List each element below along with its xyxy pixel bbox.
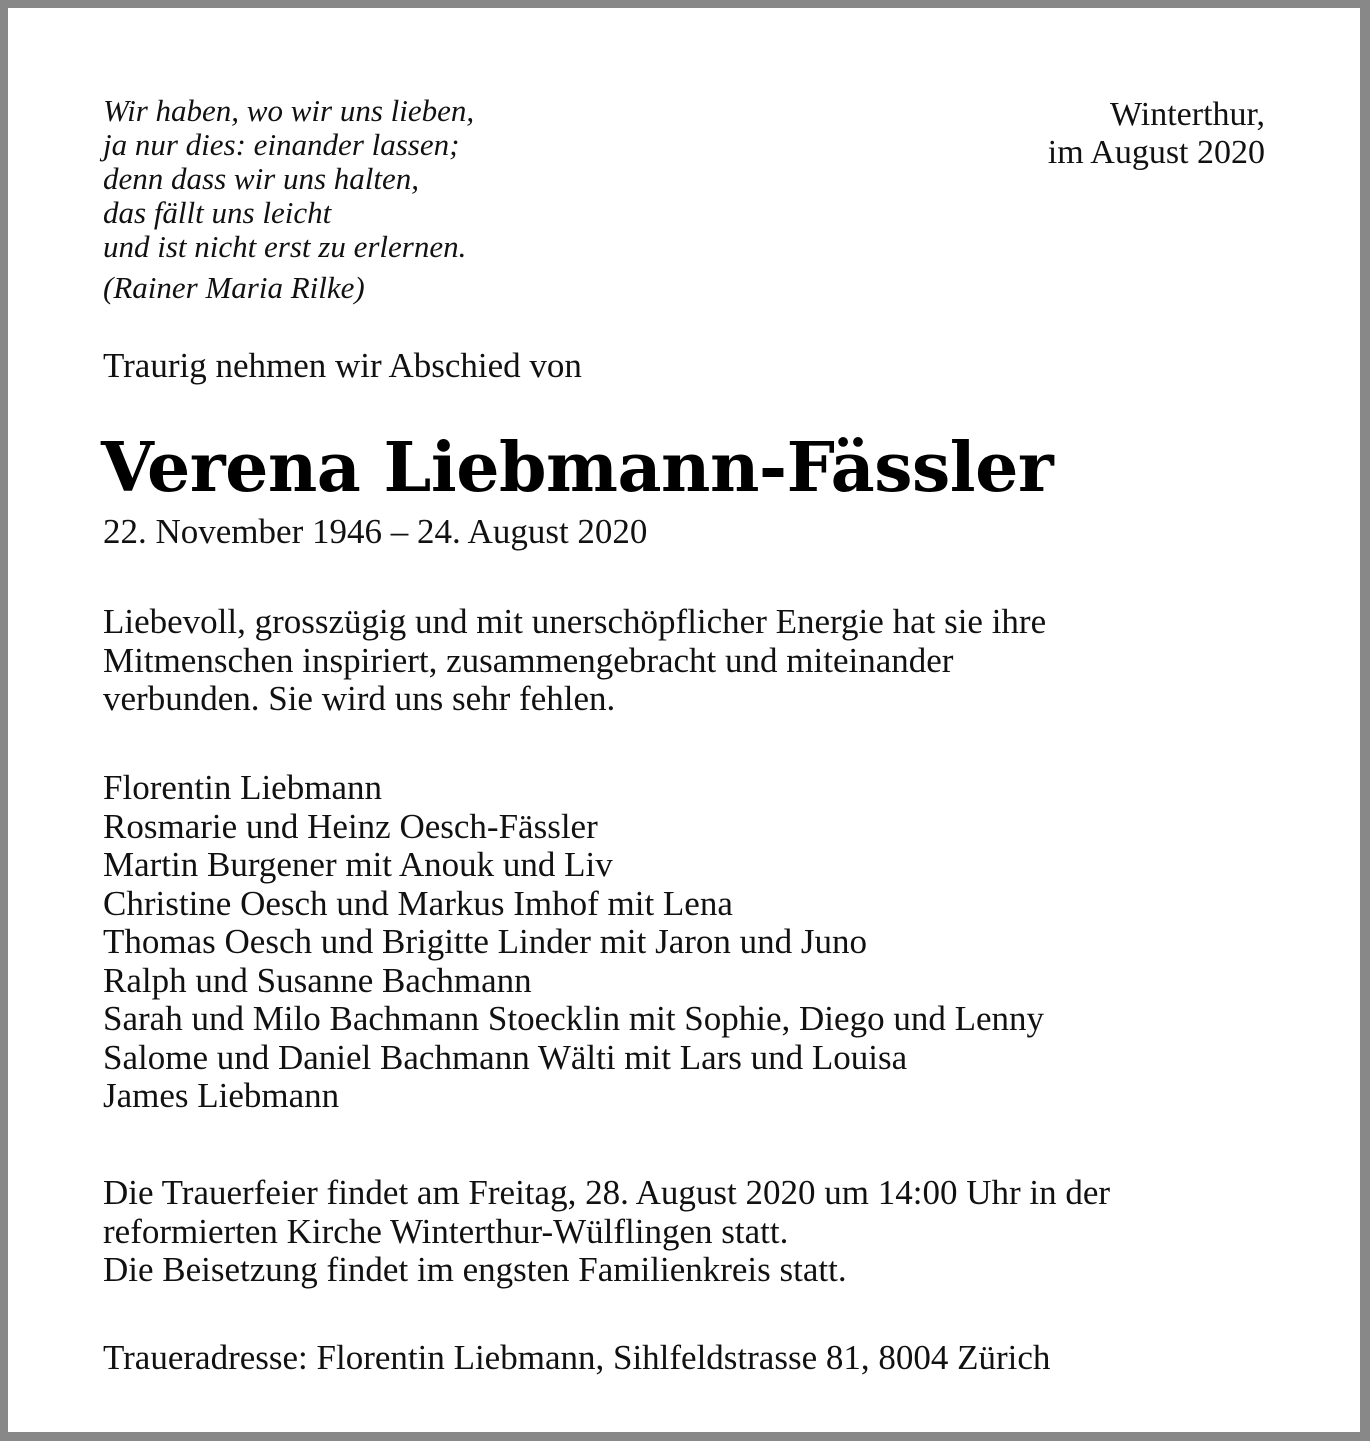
mourner-item: Florentin Liebmann [103, 768, 382, 807]
poem-quote [103, 94, 474, 305]
poem-line: das fällt uns leicht [103, 195, 332, 230]
poem-line: und ist nicht erst zu erlernen. [103, 229, 467, 264]
place: Winterthur, [1110, 96, 1265, 133]
mourner-item: James Liebmann [103, 1076, 340, 1115]
poem-line: denn dass wir uns halten, [103, 161, 420, 196]
date: im August 2020 [1047, 134, 1265, 171]
deceased-name: Verena Liebmann-Fässler [101, 428, 1054, 508]
mourner-item: Christine Oesch und Markus Imhof mit Lena [103, 883, 733, 923]
mourning-address: Traueradresse: Florentin Liebmann, Sihlfeldstrasse 81, 8004 Zürich [103, 1338, 1051, 1377]
mourner-item: Thomas Oesch und Brigitte Linder mit Jaron und Juno [103, 922, 868, 961]
intro-text: Traurig nehmen wir Abschied von [103, 346, 582, 385]
mourner-item: Martin Burgener mit Anouk und Liv [103, 845, 613, 884]
ceremony-info [103, 1174, 1110, 1290]
mourners-list [103, 769, 1044, 1116]
ceremony-line: reformierten Kirche Winterthur-Wülflingen statt. [103, 1211, 789, 1251]
poem-author: (Rainer Maria Rilke) [103, 270, 365, 305]
mourner-item: Ralph und Susanne Bachmann [103, 960, 532, 1000]
mourner-item: Salome und Daniel Bachmann Wälti mit Lars und Louisa [103, 1037, 908, 1077]
ceremony-line: Die Beisetzung findet im engsten Familienkreis statt. [103, 1250, 847, 1289]
place-date [1048, 96, 1265, 172]
tribute-line: Mitmenschen inspiriert, zusammengebracht und miteinander [103, 640, 954, 680]
tribute-line: verbunden. Sie wird uns sehr fehlen. [103, 679, 616, 718]
ceremony-line: Die Trauerfeier findet am Freitag, 28. August 2020 um 14:00 Uhr in der [103, 1173, 1111, 1212]
life-dates: 22. November 1946 – 24. August 2020 [103, 512, 648, 551]
tribute-paragraph [103, 603, 1046, 719]
tribute-line: Liebevoll, grosszügig und mit unerschöpflicher Energie hat sie ihre [103, 602, 1047, 641]
mourner-item: Sarah und Milo Bachmann Stoecklin mit Sophie, Diego und Lenny [103, 999, 1044, 1038]
poem-line: ja nur dies: einander lassen; [103, 127, 460, 162]
poem-line: Wir haben, wo wir uns lieben, [103, 93, 475, 128]
mourner-item: Rosmarie und Heinz Oesch-Fässler [103, 806, 598, 846]
